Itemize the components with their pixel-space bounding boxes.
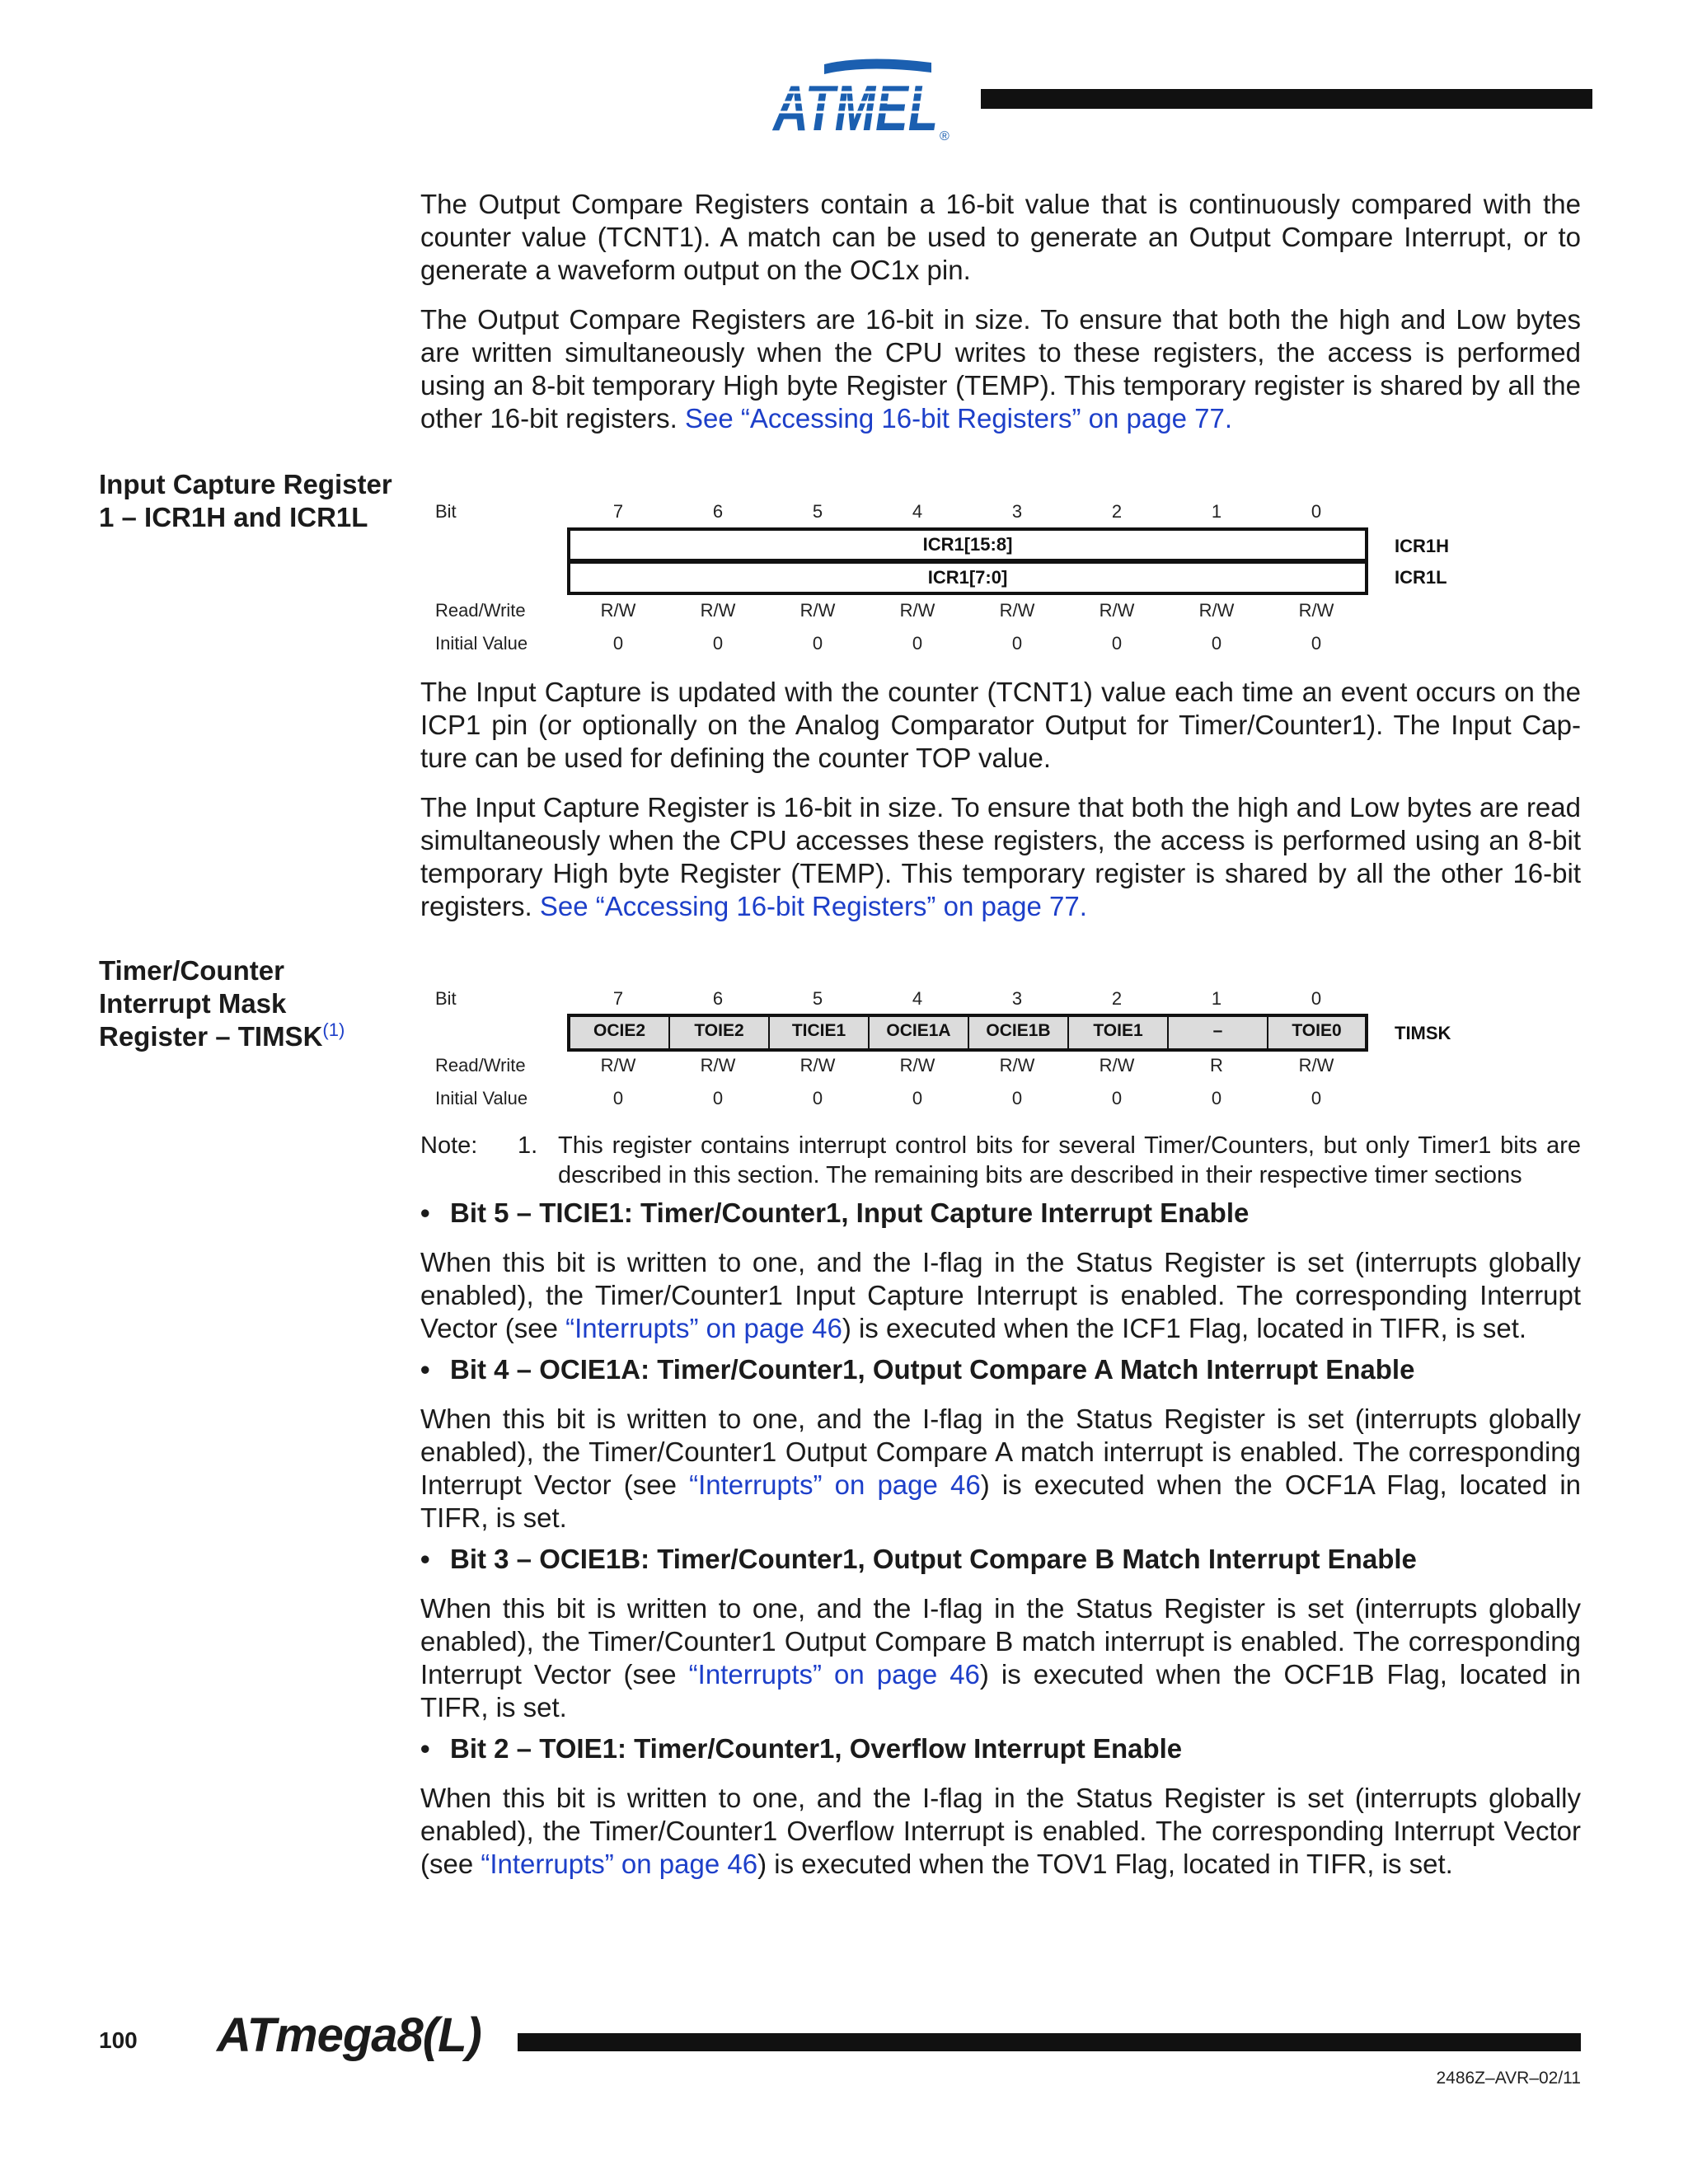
paragraph-input-capture-2 [420, 791, 1581, 923]
bit-text: ) is executed when the OCF1A Flag, located in TIFR, is set. [420, 1469, 1581, 1533]
initial-value: 0 [812, 1088, 823, 1108]
rw-value: R/W [999, 600, 1035, 621]
atmel-logo-icon [767, 54, 964, 143]
rw-value: R/W [799, 1055, 836, 1076]
rw-value: R/W [600, 1055, 636, 1076]
page-number: 100 [99, 2027, 138, 2053]
paragraph-output-compare-2 [420, 303, 1581, 435]
bit-field-ocie1a: OCIE1A [870, 1017, 969, 1048]
rw-value: R/W [1198, 600, 1235, 621]
bit-heading-text: Bit 2 – TOIE1: Timer/Counter1, Overflow Interrupt Enable [450, 1733, 1183, 1764]
bit-number: 3 [1011, 501, 1023, 522]
bit-number: 1 [1211, 988, 1222, 1009]
bit-number: 2 [1111, 501, 1123, 522]
accessing-16bit-registers-link[interactable]: See “Accessing 16-bit Registers” on page 77. [684, 403, 1233, 434]
initial-value: 0 [912, 1088, 923, 1108]
bit-number: 1 [1211, 501, 1222, 522]
section-title-line: 1 – ICR1H and ICR1L [99, 502, 368, 532]
rw-value: R/W [1298, 1055, 1334, 1076]
bit-heading-text: Bit 5 – TICIE1: Timer/Counter1, Input Capture Interrupt Enable [450, 1197, 1250, 1228]
bit-number: 5 [812, 988, 823, 1009]
initial-value: 0 [1211, 633, 1222, 654]
bit4-heading [420, 1353, 1414, 1386]
bit-number: 6 [712, 501, 724, 522]
bit-number: 6 [712, 988, 724, 1009]
initial-value: 0 [612, 633, 624, 654]
bit-number: 7 [612, 988, 624, 1009]
atmel-logo [767, 54, 964, 143]
rw-value: R/W [1298, 600, 1334, 621]
bit-field-ticie1: TICIE1 [770, 1017, 870, 1048]
register-name-icr1h: ICR1H [1395, 536, 1450, 556]
document-title: ATmega8(L) [217, 2008, 481, 2062]
bit3-description [420, 1592, 1581, 1724]
note-text: This register contains interrupt control bits for several Timer/Counters, but only Timer1 bits are described in this section. The remaining bits are described in their respective timer sections [558, 1132, 1581, 1188]
bit-text: ) is executed when the TOV1 Flag, located in TIFR, is set. [757, 1849, 1453, 1879]
bit-heading-text: Bit 4 – OCIE1A: Timer/Counter1, Output Compare A Match Interrupt Enable [450, 1354, 1415, 1385]
rw-value: R/W [700, 1055, 736, 1076]
bit-number: 4 [912, 501, 923, 522]
logo-registered: ® [940, 129, 950, 143]
section-title-line: Input Capture Register [99, 469, 392, 499]
initial-value: 0 [1111, 633, 1123, 654]
section-title-line: Timer/Counter [99, 955, 284, 986]
register-name-icr1l: ICR1L [1395, 567, 1447, 588]
bit-number: 7 [612, 501, 624, 522]
bullet-icon: • [420, 1197, 430, 1228]
rw-value: R/W [899, 600, 935, 621]
bit-label: Bit [435, 501, 457, 522]
document-id: 2486Z–AVR–02/11 [1436, 2069, 1581, 2088]
initial-value: 0 [1311, 633, 1322, 654]
bit-field-reserved: – [1169, 1017, 1268, 1048]
bit-text: When this bit is written to one, and the I-flag in the Status Register is set (interrupts globally enabled), the Timer/Counter1 Output Compare A match interrupt is enabled. The corresponding Interrupt Vector (see [420, 1404, 1581, 1500]
bit-field-ocie2: OCIE2 [570, 1017, 670, 1048]
initial-value: 0 [1211, 1088, 1222, 1108]
paragraph-text: The Input Capture Register is 16-bit in size. To ensure that both the high and Low bytes are read simultaneously when the CPU accesses these registers, the access is performed using an 8-bit temporary High byte Register (TEMP). This temporary register is shared by all the other 16-bit registers. [420, 792, 1581, 921]
bit-number: 5 [812, 501, 823, 522]
bit-field-toie1: TOIE1 [1069, 1017, 1169, 1048]
read-write-label: Read/Write [435, 1055, 526, 1076]
register-name-timsk: TIMSK [1395, 1023, 1451, 1043]
initial-value: 0 [1311, 1088, 1322, 1108]
interrupts-link[interactable]: “Interrupts” on page 46 [688, 1659, 980, 1690]
section-title-icr1 [99, 468, 412, 534]
initial-value: 0 [1011, 633, 1023, 654]
bit-field-ocie1b: OCIE1B [969, 1017, 1069, 1048]
rw-value: R [1210, 1055, 1223, 1076]
note-label: Note: [420, 1132, 478, 1159]
initial-value: 0 [712, 1088, 724, 1108]
section-title-line: Register – TIMSK [99, 1021, 323, 1052]
bullet-icon: • [420, 1354, 430, 1385]
bit-text: ) is executed when the ICF1 Flag, located in TIFR, is set. [842, 1313, 1527, 1343]
initial-value: 0 [712, 633, 724, 654]
interrupts-link[interactable]: “Interrupts” on page 46 [481, 1849, 758, 1879]
bit-field-toie0: TOIE0 [1268, 1017, 1365, 1048]
rw-value: R/W [600, 600, 636, 621]
bit-field-toie2: TOIE2 [670, 1017, 770, 1048]
logo-text: ATMEL [771, 72, 938, 143]
bit2-description [420, 1782, 1581, 1881]
rw-value: R/W [700, 600, 736, 621]
bit-number: 0 [1311, 988, 1322, 1009]
rw-value: R/W [899, 1055, 935, 1076]
initial-value: 0 [1011, 1088, 1023, 1108]
rw-value: R/W [999, 1055, 1035, 1076]
bit-number: 4 [912, 988, 923, 1009]
bit-number: 0 [1311, 501, 1322, 522]
initial-value: 0 [812, 633, 823, 654]
rw-value: R/W [1099, 1055, 1135, 1076]
rw-value: R/W [799, 600, 836, 621]
initial-value: 0 [912, 633, 923, 654]
read-write-label: Read/Write [435, 600, 526, 621]
bit-label: Bit [435, 988, 457, 1009]
bullet-icon: • [420, 1544, 430, 1574]
icr1h-field: ICR1[15:8] [567, 527, 1368, 562]
bullet-icon: • [420, 1733, 430, 1764]
bit-text: ) is executed when the OCF1B Flag, located in TIFR, is set. [420, 1659, 1581, 1722]
paragraph-output-compare-1: The Output Compare Registers contain a 16-bit value that is continuously compared with the counter value (TCNT1). A match can be used to generate an Output Compare Interrupt, or to generate a waveform output on the OC1x pin. [420, 189, 1581, 285]
icr1l-field: ICR1[7:0] [567, 560, 1368, 595]
paragraph-text: The Output Compare Registers are 16-bit in size. To ensure that both the high and Low bytes are written simultaneously when the CPU writes to these registers, the access is performed using an 8-bit temporary High byte Register (TEMP). This temporary register is shared by all the other 16-bit registers. [420, 304, 1581, 434]
initial-value-label: Initial Value [435, 1088, 528, 1108]
bit-number: 2 [1111, 988, 1123, 1009]
footer-bar [518, 2033, 1581, 2051]
accessing-16bit-registers-link[interactable]: See “Accessing 16-bit Registers” on page 77. [539, 891, 1087, 921]
note-number: 1. [518, 1132, 538, 1159]
bit5-heading [420, 1197, 1249, 1230]
bit-number: 3 [1011, 988, 1023, 1009]
timsk-register-box [567, 1014, 1368, 1052]
bit-text: When this bit is written to one, and the I-flag in the Status Register is set (interrupts globally enabled), the Timer/Counter1 Input Capture Interrupt is enabled. The corresponding Interrupt Vector (see [420, 1247, 1581, 1343]
header-bar [981, 89, 1592, 109]
interrupts-link[interactable]: “Interrupts” on page 46 [689, 1469, 981, 1500]
paragraph-input-capture-1: The Input Capture is updated with the counter (TCNT1) value each time an event occurs on the ICP1 pin (or optionally on the Analog Comparator Output for Timer/Counter1). The Input Cap-ture can be used for defining the counter TOP value. [420, 677, 1581, 773]
rw-value: R/W [1099, 600, 1135, 621]
bit-heading-text: Bit 3 – OCIE1B: Timer/Counter1, Output Compare B Match Interrupt Enable [450, 1544, 1417, 1574]
bit4-description [420, 1403, 1581, 1535]
bit3-heading [420, 1543, 1417, 1576]
section-title-timsk [99, 954, 412, 1053]
bit5-description [420, 1246, 1581, 1345]
bit2-heading [420, 1732, 1182, 1765]
footnote-ref-link[interactable]: (1) [322, 1019, 345, 1040]
initial-value: 0 [1111, 1088, 1123, 1108]
initial-value-label: Initial Value [435, 633, 528, 654]
initial-value: 0 [612, 1088, 624, 1108]
bit-text: When this bit is written to one, and the I-flag in the Status Register is set (interrupts globally enabled), the Timer/Counter1 Overflow Interrupt is enabled. The corresponding Interrupt Vector (see [420, 1783, 1581, 1879]
bit-text: When this bit is written to one, and the I-flag in the Status Register is set (interrupts globally enabled), the Timer/Counter1 Output Compare B match interrupt is enabled. The corresponding Interrupt Vector (see [420, 1593, 1581, 1690]
section-title-line: Interrupt Mask [99, 988, 287, 1019]
interrupts-link[interactable]: “Interrupts” on page 46 [565, 1313, 842, 1343]
